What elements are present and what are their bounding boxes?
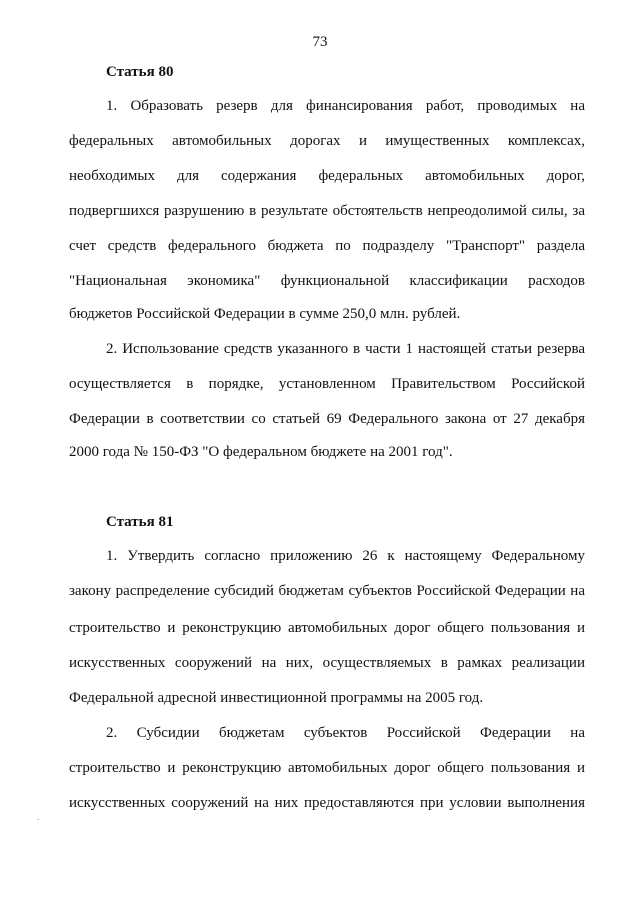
article-80-line: необходимых для содержания федеральных автомобильных дорог, xyxy=(69,168,585,184)
article-80-heading: Статья 80 xyxy=(106,64,174,80)
article-80-line: федеральных автомобильных дорогах и имущественных комплексах, xyxy=(69,133,585,149)
article-81-line: строительство и реконструкцию автомобильных дорог общего пользования и xyxy=(69,620,585,636)
article-80-line: "Национальная экономика" функциональной классификации расходов xyxy=(69,273,585,289)
article-81-heading: Статья 81 xyxy=(106,514,174,530)
article-81-line: Федеральной адресной инвестиционной программы на 2005 год. xyxy=(69,690,484,706)
article-80-line: подвергшихся разрушению в результате обстоятельств непреодолимой силы, за xyxy=(69,203,585,219)
article-80-line: 1. Образовать резерв для финансирования работ, проводимых на xyxy=(106,98,585,114)
page-number: 73 xyxy=(312,34,328,50)
article-81-line: строительство и реконструкцию автомобильных дорог общего пользования и xyxy=(69,760,585,776)
article-80-line: 2. Использование средств указанного в части 1 настоящей статьи резерва xyxy=(106,341,585,357)
article-81-line: 1. Утвердить согласно приложению 26 к настоящему Федеральному xyxy=(106,548,585,564)
article-80-line: счет средств федерального бюджета по подразделу "Транспорт" раздела xyxy=(69,238,585,254)
article-80-line: бюджетов Российской Федерации в сумме 250,0 млн. рублей. xyxy=(69,306,461,322)
article-80-line: Федерации в соответствии со статьей 69 Федерального закона от 27 декабря xyxy=(69,411,585,427)
article-81-line: искусственных сооружений на них, осуществляемых в рамках реализации xyxy=(69,655,585,671)
article-80-line: 2000 года № 150-ФЗ "О федеральном бюджете на 2001 год". xyxy=(69,444,453,460)
article-81-line: 2. Субсидии бюджетам субъектов Российской Федерации на xyxy=(106,725,585,741)
article-81-line: искусственных сооружений на них предоставляются при условии выполнения xyxy=(69,795,585,811)
article-81-line: закону распределение субсидий бюджетам субъектов Российской Федерации на xyxy=(69,583,585,599)
article-80-line: осуществляется в порядке, установленном Правительством Российской xyxy=(69,376,585,392)
margin-mark: . xyxy=(37,812,40,823)
